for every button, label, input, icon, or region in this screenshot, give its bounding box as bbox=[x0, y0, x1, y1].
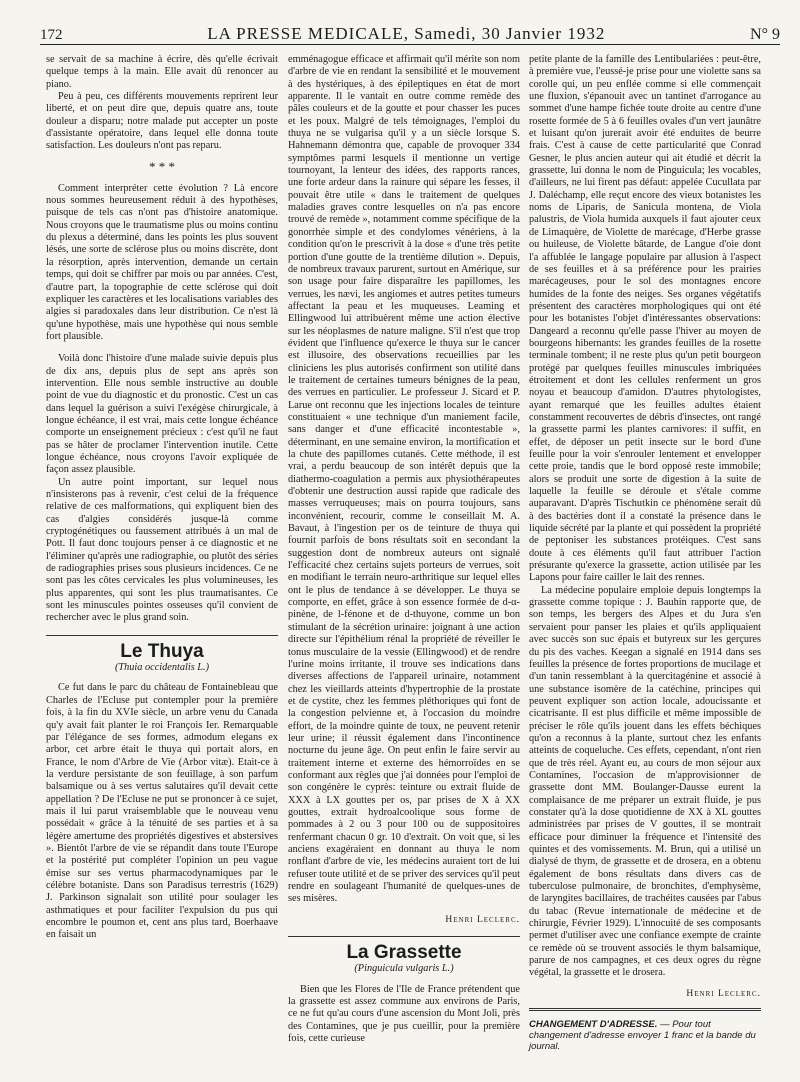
section-separator: * * * bbox=[149, 158, 175, 174]
paragraph: La médecine populaire emploie depuis longtemps la grassette comme topique : J. Bauhin rapporte que, de son temps, les bergers des Alpes et du Jura s'en servaient pour panser les plaies et qu'ils appliquaient avec succès son suc épais et butyreux sur les gerçures du pis des vaches. Keegan a signalé en 1914 dans ses feuilles la présence de fortes proportions de mucilage et d'un tanin ressemblant à la quercitagénine et associé à une substance isomère de la catéchine, principes qui peuvent expliquer son action locale, adoucissante et cicatrisante. Il est plus difficile et même impossible de préciser le rôle qu'ils jouent dans les effets béchiques qu'on a reconnus à la plante, surtout chez les enfants atteints de coqueluche. Ces effets, cependant, n'ont rien que de très réel. Ayant eu, au cours de mon séjour aux Contamines, l'occasion de m'approvisionner de grassette dont MM. Boulanger-Dausse eurent la complaisance de me préparer un extrait fluide, je pus constater qu'à la dose quotidienne de XX à XL gouttes administrées par prises de V gouttes, il se montrait efficace pour diminuer la fréquence et l'intensité des quintes et des vomissements. M. Brun, qui a utilisé un dialysé de thym, de grassette et de drosera, en a obtenu également de bons résultats dans divers cas de tuberculose pulmonaire, de bronchites, d'emphysème, de laryngites bacillaires, de trachéites causées par l'abus du tabac (Revue internationale de médecine et de chirurgie, Février 1929). L'innocuité de ses composants permet d'utiliser avec une confiance exempte de crainte ce remède où se trouvent associés le thym balsamique, parure de nos campagnes, et ces deux ogres du règne végétal, la grassette et le drosera. bbox=[529, 584, 761, 979]
paragraph: Peu à peu, ces différents mouvements reprirent leur liberté, et on peut dire que, depuis quatre ans, toute douleur a disparu; notre malade put accepter un poste d'assistante opératoire, dans lequel elle donna toute satisfaction. Les douleurs n'ont pas reparu. bbox=[46, 91, 278, 152]
article-title: Le Thuya bbox=[120, 640, 204, 662]
address-change-notice bbox=[529, 1019, 761, 1052]
page-number: 172 bbox=[40, 27, 63, 43]
issue-date: Samedi, 30 Janvier 1932 bbox=[414, 24, 606, 43]
article-title: La Grassette bbox=[346, 942, 462, 964]
journal-name: LA PRESSE MEDICALE, bbox=[207, 24, 409, 43]
article-subtitle: (Pinguicula vulgaris L.) bbox=[354, 963, 454, 975]
column-2 bbox=[288, 54, 520, 1045]
paragraph: se servait de sa machine à écrire, dès qu'elle écrivait quelque temps à la main. Elle avait dû renoncer au piano. bbox=[46, 54, 278, 90]
issue-number: N° 9 bbox=[750, 26, 780, 43]
paragraph: petite plante de la famille des Lentibulariées : peut-être, à première vue, l'eussé-je prise pour une violette sans sa corolle qui, un peu enflée comme si elle commençait une fluxion, s'épanouit avec un tantinet d'arrogance au sommet d'une hampe fichée toute droite au centre d'une rosette formée de 5 à 6 feuilles ovales d'un vert jaunâtre et luisant qu'on jurerait avoir été enduites de beurre frais. C'est à cause de cette particularité que Conrad Gesner, le plus ancien auteur qui ait étudié et décrit la grassette, lui donna le nom de Pinguicula; les vocables, d'ailleurs, ne lui firent pas défaut: appelée Cucullata par J. Daléchamp, elle reçut encore des vieux botanistes les noms de Liparis, de Sanicula montena, de Viola palustris, de Viola humida auxquels il faut ajouter ceux de Limaquère, de Violette de marécage, d'Herbe grasse ou huileuse, de Violette bâtarde, de Langue d'oie dont l'a affublée le langage populaire par allusion à l'aspect de ses feuilles et à sa préférence pour les prairies marécageuses, pour le sol des montagnes encore humides de la fonte des neiges. Ses organes végétatifs présentent des caractères morphologiques qui ont été pour les botanistes l'objet d'intéressantes observations: Dangeard a reconnu qu'elle passe l'hiver au moyen de bourgeons hibernants: les grandes feuilles de la rosette terminale tombent; il ne reste plus qu'un petit bourgeon protégé par quelques feuilles minuscules imbriquées étroitement et dont les cellules renferment un gros noyau et beaucoup d'amidon. D'autres phytologistes, ayant remarqué que les feuilles adultes étaient constamment recouvertes de débris d'insectes, ont rangé la grassette parmi les plantes carnivores: il suffit, en effet, de déposer un petit insecte sur le bord d'une feuille pour la voir s'enrouler lentement et envelopper cette proie, tandis que le bord opposé reste immobile; alors se produit une sorte de digestion à la suite de laquelle la feuille se déroule et s'étale comme auparavant. D'après Tischutkin ce phénomène serait dû à des bactéries dont il a constaté la présence dans le liquide sécrété par la plante et qui possèdent la propriété de peptoniser les substances protéiques. C'est sans doute à ces éléments qu'il faut attribuer l'action présurante qu'exerce la grassette, action utilisée par les Lapons pour faire cailler le lait des rennes. bbox=[529, 54, 761, 584]
article-divider bbox=[288, 936, 520, 937]
paragraph: Ce fut dans le parc du château de Fontainebleau que Charles de l'Ecluse put contempler pour la première fois, à la fin du XVIe siècle, un arbre venu du Canada qu'y avait fait planter le roi François Ier. Remarquable par l'élégance de ses formes, admodum elegans ex arbor, cet arbre était le thuya qui portait alors, en France, le nom d'Arbre de Vie (Arbor vitæ). Etait-ce à la verdure persistante de son feuillage, à son parfum balsamique ou à ses vertus salutaires qu'il devait cette appellation ? De l'Ecluse ne put se prononcer à ce sujet, mais il lui parut vraisemblable que le nouveau venu possédait « grâce à la ténuité de ses parties et à sa légère amertume des propriétés digestives et abstersives ». Bientôt l'arbre de vie se répandit dans toute l'Europe et la postérité put compléter l'opinion un peu vague émise sur ses vertus pharmacodynamiques par le célèbre botaniste. Dans son Paradisus terrestris (1629) J. Parkinson signalait son utilité pour soulager les asthmatiques et pour faciliter l'expulsion du pus qui encombre le poumon et, cent ans plus tard, Boerhaave en faisait un bbox=[46, 682, 278, 941]
author-signature: Henri Leclerc. bbox=[686, 988, 761, 999]
column-1 bbox=[46, 54, 278, 942]
journal-title bbox=[207, 24, 605, 44]
paragraph: Voilà donc l'histoire d'une malade suivie depuis plus de dix ans, depuis plus de sept ans après son intervention. Elle nous semble instructive au double point de vue du diagnostic et du pronostic. C'est un cas dans lequel la guérison a suivi l'exégèse chirurgicale, à longue échéance, il est vrai, mais cette longue échéance comporte un enseignement précieux : c'est qu'il ne faut pas se hâter de proclamer l'intervention inutile. Cette longue échéance, nous croyons l'avoir expliquée de façon assez plausible. bbox=[46, 353, 278, 476]
column-3 bbox=[529, 54, 761, 1052]
article-divider bbox=[46, 635, 278, 636]
paragraph: Un autre point important, sur lequel nous n'insisterons pas à revenir, c'est celui de la fréquence relative de ces malformations, qui expliquent bien des cas d'algies considérés jusque-là comme cryptogénétiques ou faussement attribués à un mal de Pott. Il faut donc toujours penser à ce diagnostic et ne l'éliminer qu'après une radiographie, ou plutôt des séries de radiographies prises sous plusieurs incidences. Ce ne sont pas les côtes cervicales les plus volumineuses, les plus apparentes, qui sont les plus traumatisantes. Ce sont les minuscules pointes osseuses qu'il convient de rechercher avec le plus grand soin. bbox=[46, 476, 278, 624]
paragraph: Bien que les Flores de l'Ile de France prétendent que la grassette est assez commune aux environs de Paris, ce ne fut qu'au cours d'une ascension du Mont Joli, près des Contamines, que je pus cueillir, pour la première fois, cette curieuse bbox=[288, 983, 520, 1045]
paragraph: Comment interpréter cette évolution ? Là encore nous sommes heureusement réduit à des hypothèses, puisque de tels cas n'ont pas d'histoire anatomique. Nous croyons que le traumatisme plus ou moins continu du plexus a déterminé, dans les points les plus souvent lésés, une sorte de sclérose plus ou moins discrète, dont la résorption, après intervention, demande un certain temps, qui doit se chiffrer par mois ou par années. C'est, d'autre part, la topographie de cette sclérose qui doit expliquer les caractères et les localisations variables des algies si paradoxales dans leur distribution. Ce n'est là qu'une hypothèse, mais une hypothèse qui nous semble fort plausible. bbox=[46, 182, 278, 342]
notice-label: CHANGEMENT D'ADRESSE. bbox=[529, 1019, 658, 1031]
notice-text: — Pour tout changement d'adresse envoyer 1 franc et la bande du journal. bbox=[529, 1019, 756, 1053]
author-signature: Henri Leclerc. bbox=[445, 914, 520, 925]
notice-divider bbox=[529, 1008, 761, 1011]
paragraph: emménagogue efficace et affirmait qu'il mérite son nom d'arbre de vie en rendant la sensibilité et le mouvement à des hystériques, à des épileptiques en état de mort apparente. Il le vantait en outre comme remède des pâles couleurs et de la goutte et pour chasser les puces et les poux. Malgré de tels témoignages, l'emploi du thuya ne se vulgarisa qu'il y a un siècle lorsque S. Hahnemann démontra que, capable de provoquer 334 symptômes parmi lesquels il mentionne un vertige tournoyant, la lenteur des idées, des rapports rances, une forte ardeur dans la rainure qui sépare les fesses, il pouvait être utile « dans le traitement de quelques maladies graves contre lesquelles on n'a pas encore trouvé de remède », notamment comme spécifique de la gonorrhée simple et des condylomes vénériens, à la condition qu'on le prescrivît à la dose « d'une très petite portion d'une goutte de la trentième dilution ». Depuis, de nombreux travaux parurent, surtout en Amérique, sur son usage pour faire disparaître les papillomes, les verrues, les nævi, les angiomes et autres petites tumeurs affectant la peau et les muqueuses. Leaming et Ellingwood lui attribuèrent même une action élective sur les néoplasmes de nature maligne. S'il n'est que trop évident que l'influence qu'exerce le thuya sur le cancer est illusoire, des observations recueillies par les cliniciens les plus autorisés confirment son utilité dans le traitement de certaines tumeurs bénignes de la peau, des verrues en particulier. Le professeur J. Sicard et P. Larue ont reconnu que les injections locales de teinture constituaient « une technique d'un maniement facile, sans danger et d'une efficacité incontestable », déterminant, en une semaine environ, la mortification et la chute des papillomes cutanés. Cette méthode, il est vrai, a perdu beaucoup de son intérêt depuis que la diathermo-coagulation a permis aux physiothérapeutes d'obtenir une destruction aussi rapide que radicale des masses verruqueuses; mais on pourra toujours, sans inconvénient, recourir, comme le conseillait M. A. Bavaut, à l'ingestion per os de teinture de thuya qui fournit parfois de bons résultats soit en secondant la suggestion dont de nombreux auteurs ont signalé l'efficacité chez certains sujets porteurs de verrues, soit en modifiant le terrain neuro-arthritique sur lequel elles ont le plus de tendance à se développer. Le thuya se comporte, en effet, grâce à son essence formée de d-α-pinène, de l-fénone et de d-thuyone, comme un bon stimulant de la sécrétion urinaire: joignant à une action directe sur l'épithélium rénal la propriété de réveiller le tonus musculaire de la vessie (Ellingwood) et de rendre l'urine moins irritante, il trouve ses indications dans diverses affections de l'appareil urinaire, notamment chez les vieillards atteints d'hypertrophie de la prostate et de cystite, chez les femmes pléthoriques qui font de la congestion pelvienne et, à l'occasion du moindre effort, de la moindre quinte de toux, ne peuvent retenir leur urine; il réussit également dans l'incontinence nocturne du jeune âge. On peut enfin le faire servir au traitement interne et externe des hémorroïdes en se conformant aux règles que j'ai données pour l'emploi de son congénère le cyprès: teinture ou extrait fluide de XXX à LX gouttes per os, par prises de X à XX gouttes, extrait hydroalcoolique sous forme de pommades à 2 ou 3 pour 100 ou de suppositoires renfermant chacun 0 gr. 10 d'extrait. On voit que, si les anciens exagéraient en donnant au thuya le nom ronflant d'arbre de vie, les médecins auraient tort de lui refuser toute utilité et de se priver des services qu'il peut rendre en soulageant l'humanité de quelques-unes de ses misères. bbox=[288, 54, 520, 905]
running-header bbox=[40, 18, 780, 45]
article-subtitle: (Thuia occidentalis L.) bbox=[114, 662, 210, 674]
